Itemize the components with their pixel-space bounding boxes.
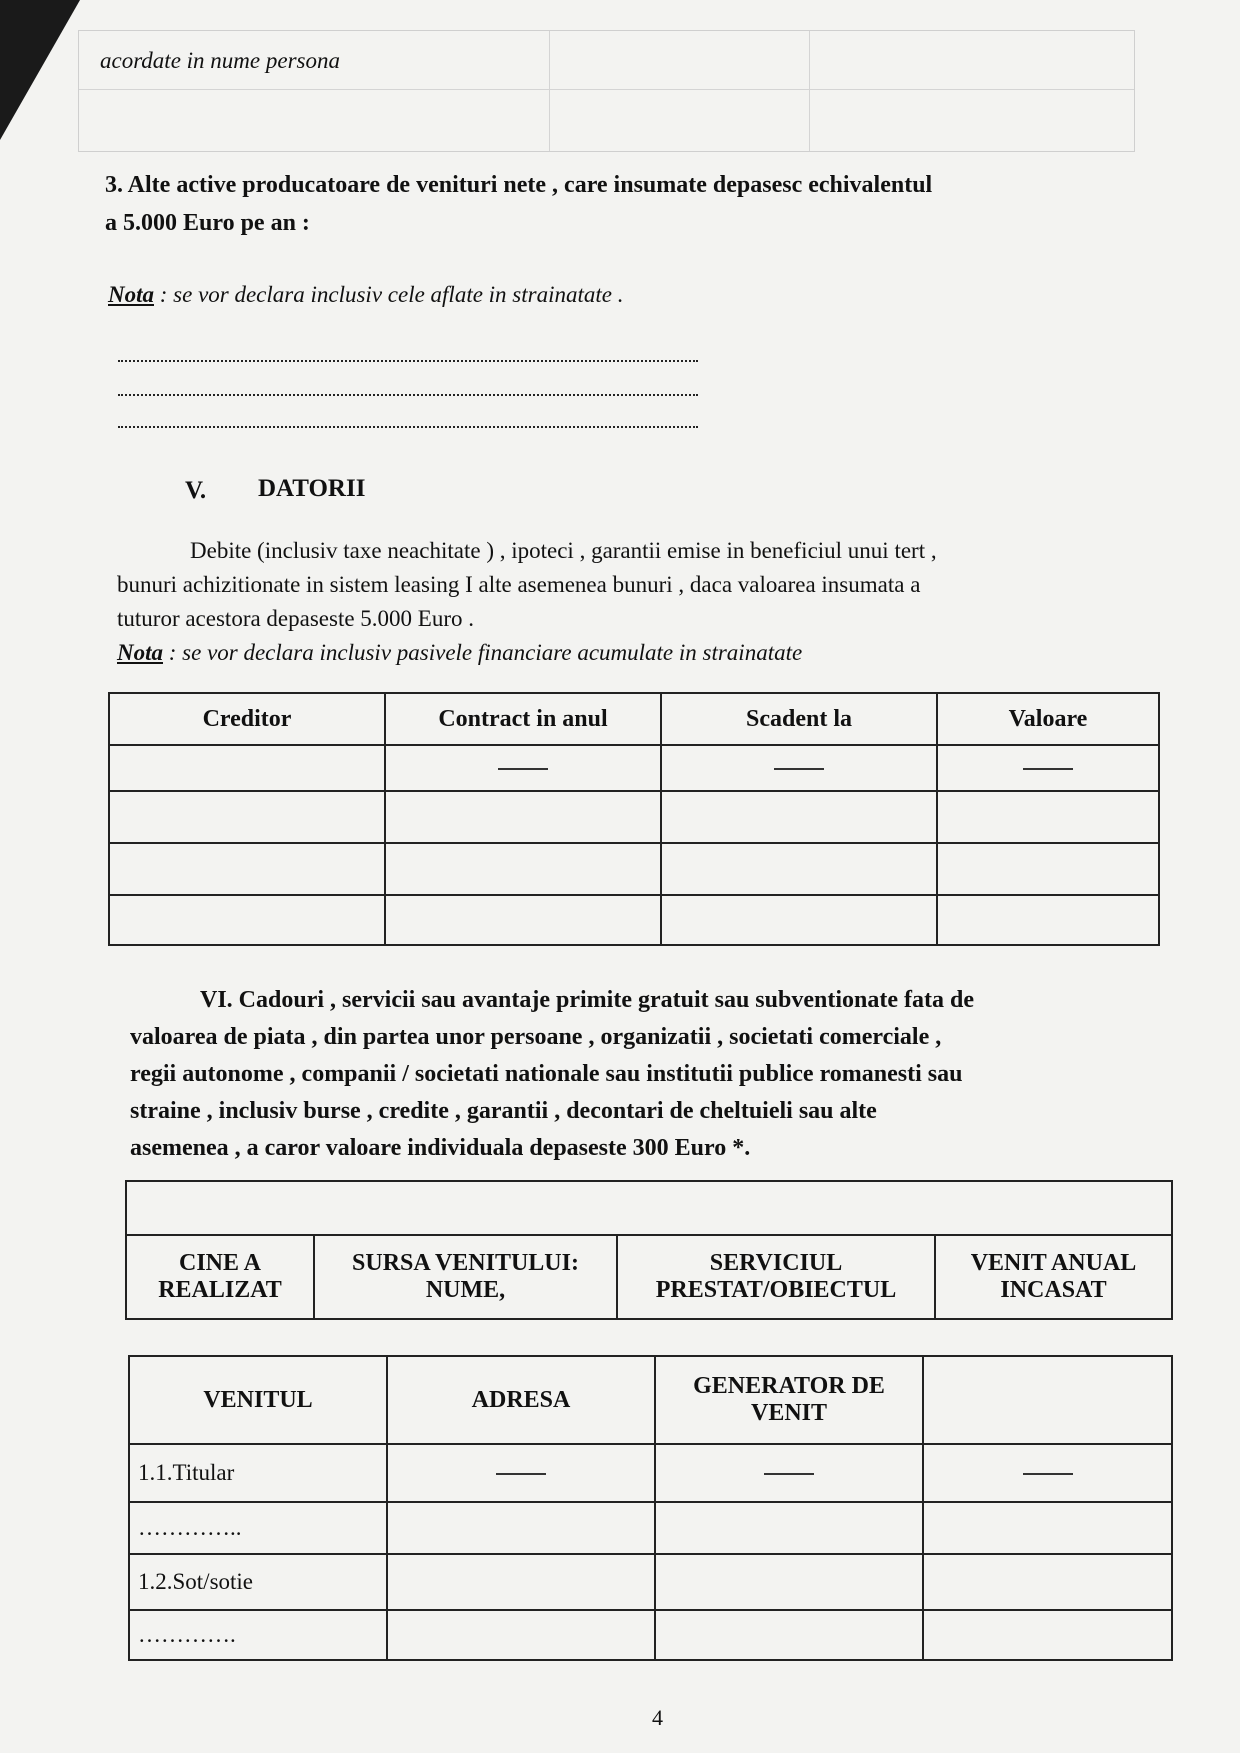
- table-cell: [109, 895, 385, 945]
- table-cell: [923, 1502, 1172, 1554]
- section6-line1: VI. Cadouri , servicii sau avantaje primite gratuit sau subventionate fata de: [200, 987, 974, 1013]
- section5-nota: [117, 640, 802, 666]
- table-cell: [923, 1444, 1172, 1502]
- table-header-row: [129, 1356, 1172, 1444]
- table-cell: [109, 745, 385, 791]
- dotted-line: [118, 426, 698, 428]
- header-cine-a-realizat: CINE A REALIZAT: [126, 1235, 314, 1319]
- nota-text: : se vor declara inclusiv cele aflate in strainatate .: [154, 282, 624, 307]
- header-generator: GENERATOR DE VENIT: [655, 1356, 923, 1444]
- table-cell: [385, 791, 661, 843]
- table-cell: [385, 895, 661, 945]
- top-fragment-text: acordate in nume persona: [100, 48, 340, 73]
- table-row: [129, 1502, 1172, 1554]
- cadouri-header-table: [125, 1180, 1173, 1320]
- row-label: ………….: [129, 1610, 387, 1660]
- nota-label: Nota: [108, 282, 154, 307]
- table-cell: [661, 895, 937, 945]
- scan-corner-shadow: [0, 0, 80, 140]
- header-adresa: ADRESA: [387, 1356, 655, 1444]
- section5-desc-line2: bunuri achizitionate in sistem leasing I alte asemenea bunuri , daca valoarea insumata a: [117, 572, 921, 597]
- header-sursa-venitului: SURSA VENITULUI: NUME,: [314, 1235, 617, 1319]
- header-scadent: Scadent la: [661, 693, 937, 745]
- section5-numeral: V.: [185, 477, 207, 504]
- table-cell: [655, 1554, 923, 1610]
- dotted-line: [118, 360, 698, 362]
- venituri-table: [128, 1355, 1173, 1661]
- dash-mark: [496, 1473, 546, 1475]
- table-cell: [655, 1610, 923, 1660]
- header-serviciul-prestat: SERVICIUL PRESTAT/OBIECTUL: [617, 1235, 935, 1319]
- header-creditor: Creditor: [109, 693, 385, 745]
- table-cell: [661, 745, 937, 791]
- row-label: …………..: [129, 1502, 387, 1554]
- header-empty: [923, 1356, 1172, 1444]
- table-cell: [126, 1181, 1172, 1235]
- dash-mark: [774, 768, 824, 770]
- dash-mark: [498, 768, 548, 770]
- section6-line2: valoarea de piata , din partea unor persoane , organizatii , societati comerciale ,: [130, 1024, 942, 1050]
- dash-mark: [1023, 768, 1073, 770]
- table-row: [109, 745, 1159, 791]
- table-cell: [923, 1610, 1172, 1660]
- table-cell: [937, 895, 1159, 945]
- table-row: [129, 1444, 1172, 1502]
- table-cell: [109, 843, 385, 895]
- table-cell: [661, 791, 937, 843]
- table-cell: [387, 1554, 655, 1610]
- header-valoare: Valoare: [937, 693, 1159, 745]
- page-number: 4: [652, 1705, 663, 1730]
- table-header-row: [126, 1235, 1172, 1319]
- table-cell: [385, 843, 661, 895]
- table-header-row: [109, 693, 1159, 745]
- table-cell: [385, 745, 661, 791]
- section6-line3: regii autonome , companii / societati nationale sau institutii publice romanesti sau: [130, 1061, 963, 1087]
- table-cell: [937, 791, 1159, 843]
- header-venit-anual: VENIT ANUAL INCASAT: [935, 1235, 1172, 1319]
- nota-label: Nota: [117, 640, 163, 665]
- nota-text: : se vor declara inclusiv pasivele financiare acumulate in strainatate: [163, 640, 803, 665]
- dash-mark: [1023, 1473, 1073, 1475]
- table-cell: [937, 745, 1159, 791]
- table-row: [129, 1554, 1172, 1610]
- section6-line5: asemenea , a caror valoare individuala depaseste 300 Euro *.: [130, 1135, 751, 1161]
- header-venitul: VENITUL: [129, 1356, 387, 1444]
- table-cell: [109, 791, 385, 843]
- dash-mark: [764, 1473, 814, 1475]
- table-cell: [655, 1502, 923, 1554]
- section3-title-line2: a 5.000 Euro pe an :: [105, 210, 310, 236]
- table-cell: [387, 1502, 655, 1554]
- table-row: [129, 1610, 1172, 1660]
- section5-desc-line1: Debite (inclusiv taxe neachitate ) , ipoteci , garantii emise in beneficiul unui tert ,: [190, 538, 937, 563]
- table-row: [109, 791, 1159, 843]
- section6-line4: straine , inclusiv burse , credite , garantii , decontari de cheltuieli sau alte: [130, 1098, 877, 1124]
- section3-nota: [108, 282, 623, 308]
- table-row: [126, 1181, 1172, 1235]
- section5-desc-line3: tuturor acestora depaseste 5.000 Euro .: [117, 606, 475, 631]
- section5-title: DATORII: [258, 475, 366, 502]
- table-cell: [661, 843, 937, 895]
- table-cell: [387, 1444, 655, 1502]
- table-cell: [655, 1444, 923, 1502]
- header-contract: Contract in anul: [385, 693, 661, 745]
- table-cell: [923, 1554, 1172, 1610]
- section3-title-line1: 3. Alte active producatoare de venituri nete , care insumate depasesc echivalentul: [105, 172, 933, 198]
- dotted-line: [118, 394, 698, 396]
- table-cell: [937, 843, 1159, 895]
- datorii-table: [108, 692, 1160, 946]
- table-row: [109, 843, 1159, 895]
- row-label: 1.1.Titular: [129, 1444, 387, 1502]
- table-row: [109, 895, 1159, 945]
- row-label: 1.2.Sot/sotie: [129, 1554, 387, 1610]
- table-cell: [387, 1610, 655, 1660]
